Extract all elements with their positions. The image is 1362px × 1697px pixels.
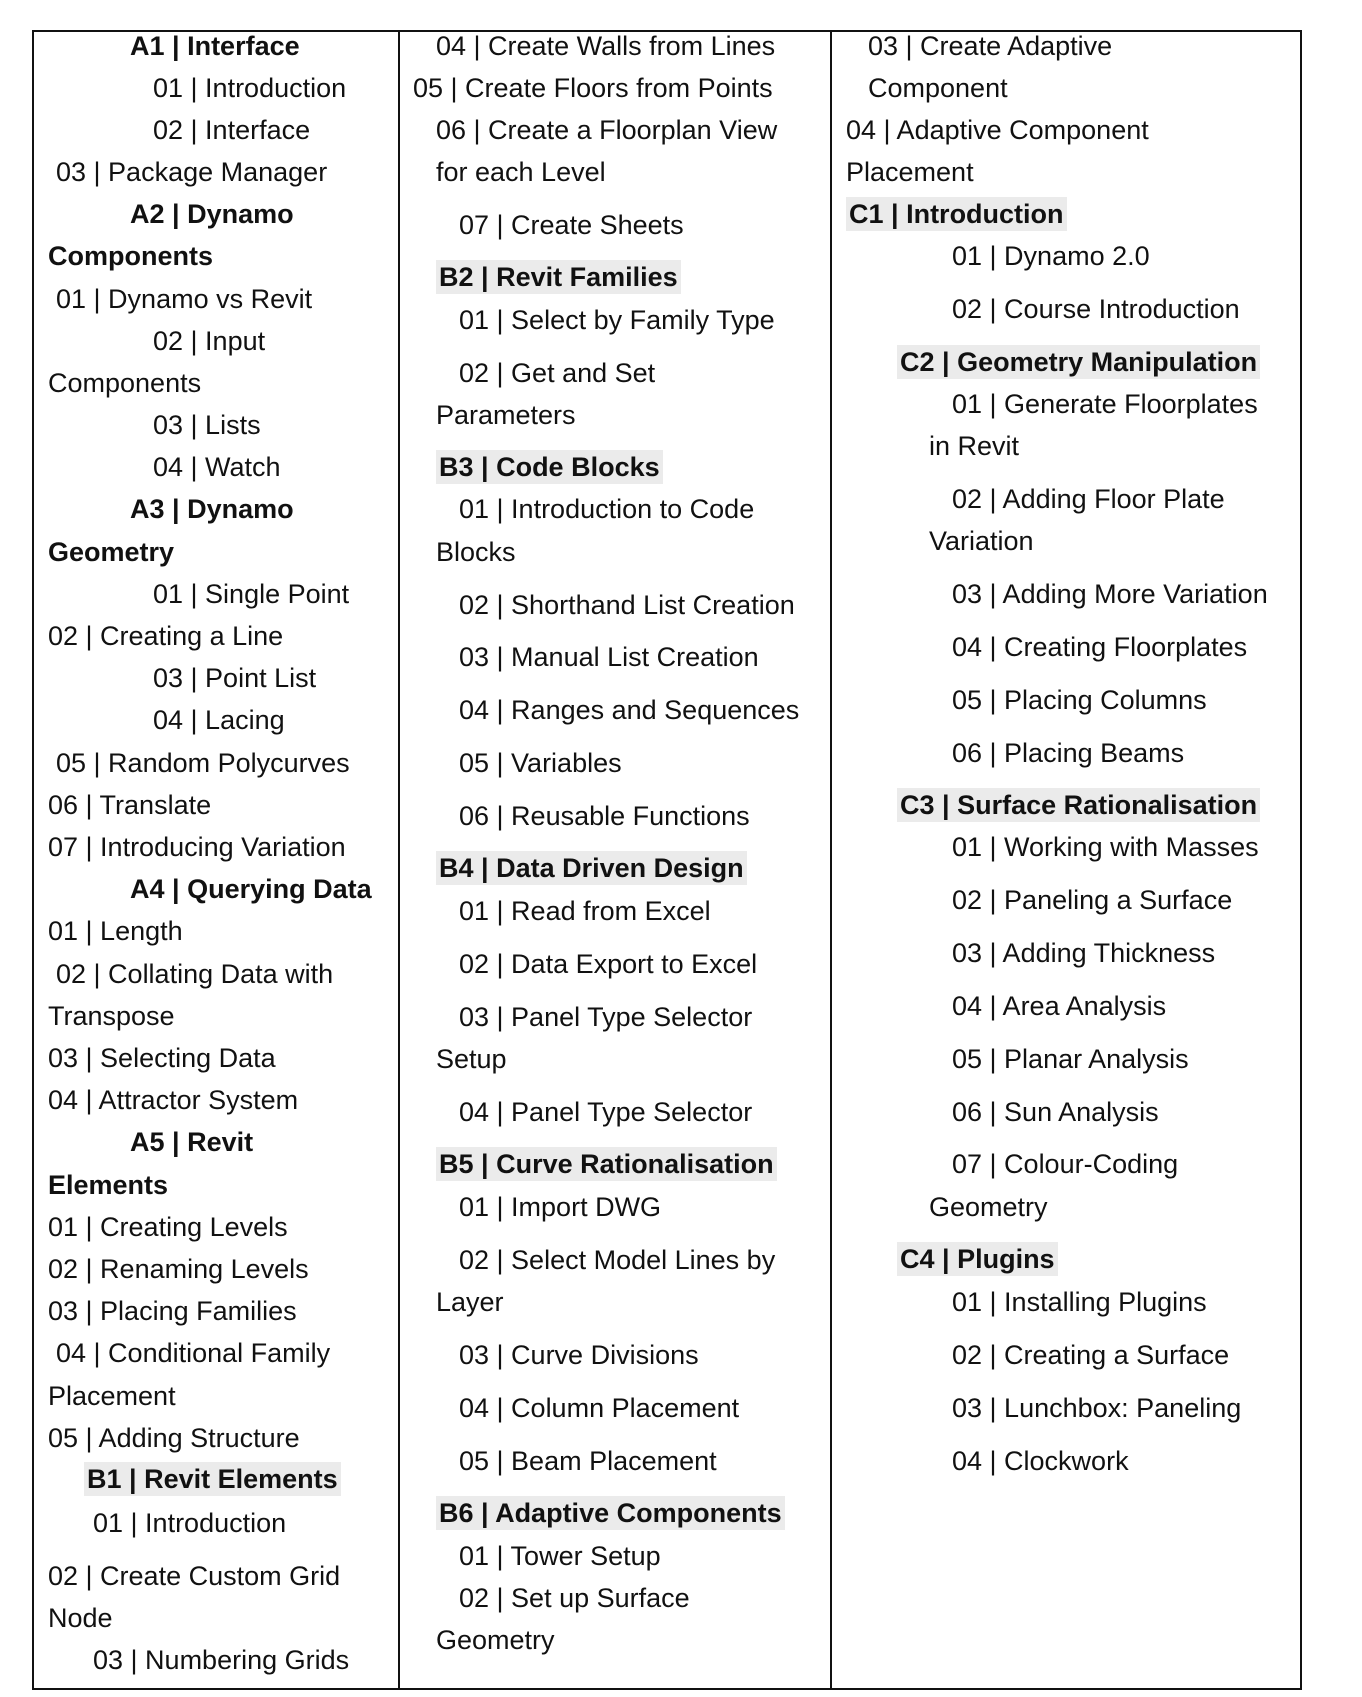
section-heading [897,346,1260,378]
item-text: 03 | Numbering Grids [93,1645,350,1675]
column-divider [830,32,832,1688]
item-text: 01 | Creating Levels [48,1212,288,1242]
lesson-item [436,1286,504,1318]
lesson-item [846,156,974,188]
lesson-item [48,1084,298,1116]
item-text: 02 | Adding Floor Plate [952,484,1225,514]
item-text: 01 | Tower Setup [459,1541,661,1571]
item-text: 03 | Manual List Creation [459,642,759,672]
lesson-item [952,1286,1207,1318]
lesson-item [952,1445,1129,1477]
item-text: 06 | Translate [48,790,212,820]
item-text: Node [48,1603,113,1633]
lesson-item [952,388,1258,420]
lesson-item [436,1043,507,1075]
lesson-item [952,1148,1178,1180]
item-text: 03 | Point List [153,663,317,693]
lesson-item [459,1392,739,1424]
item-text: C3 | Surface Rationalisation [897,788,1260,822]
item-text: 02 | Create Custom Grid [48,1561,341,1591]
item-text: 03 | Adding Thickness [952,938,1216,968]
lesson-item [929,1191,1048,1223]
item-text: C1 | Introduction [846,197,1067,231]
item-text: 03 | Create Adaptive [868,31,1113,61]
item-text: 07 | Create Sheets [459,210,684,240]
lesson-item [48,1422,300,1454]
lesson-item [436,156,606,188]
lesson-item [48,1253,309,1285]
lesson-item [436,114,777,146]
item-text: 06 | Sun Analysis [952,1097,1159,1127]
item-text: for each Level [436,157,606,187]
lesson-item [48,1602,113,1634]
item-text: Elements [48,1170,169,1200]
lesson-item [48,1000,175,1032]
item-text: 04 | Area Analysis [952,991,1167,1021]
lesson-item [952,1392,1241,1424]
item-text: 04 | Lacing [153,705,285,735]
item-text: 01 | Working with Masses [952,832,1259,862]
item-text: 03 | Panel Type Selector [459,1002,753,1032]
lesson-item [48,1211,288,1243]
item-text: 04 | Conditional Family [56,1338,331,1368]
column-divider [398,32,400,1688]
item-text: 04 | Ranges and Sequences [459,695,800,725]
lesson-item [459,357,655,389]
item-text: 04 | Panel Type Selector [459,1097,753,1127]
lesson-item [846,114,1149,146]
lesson-item [952,483,1225,515]
item-text: 02 | Select Model Lines by [459,1245,776,1275]
lesson-item [459,694,799,726]
item-text: 07 | Colour-Coding [952,1149,1179,1179]
item-text: Transpose [48,1001,175,1031]
item-text: 05 | Create Floors from Points [413,73,773,103]
item-text: Blocks [436,537,516,567]
item-text: Geometry [436,1625,555,1655]
item-text: 05 | Random Polycurves [56,748,350,778]
lesson-item [459,895,711,927]
lesson-item [48,1560,340,1592]
lesson-item [459,747,622,779]
lesson-item [952,631,1247,663]
item-text: 01 | Introduction to Code [459,494,755,524]
item-text: A1 | Interface [130,31,300,61]
item-text: Placement [48,1381,176,1411]
lesson-item [459,1339,699,1371]
lesson-item [952,684,1207,716]
lesson-item [153,114,310,146]
item-text: 04 | Create Walls from Lines [436,31,776,61]
section-heading [48,1169,168,1201]
item-text: 01 | Select by Family Type [459,305,775,335]
item-text: 02 | Input [153,326,266,356]
item-text: 04 | Attractor System [48,1085,299,1115]
section-heading [436,1148,777,1180]
item-text: 02 | Collating Data with [56,959,334,989]
item-text: Layer [436,1287,504,1317]
item-text: 03 | Curve Divisions [459,1340,699,1370]
lesson-item [436,399,576,431]
lesson-item [436,30,775,62]
item-text: 05 | Beam Placement [459,1446,717,1476]
item-text: A3 | Dynamo [130,494,294,524]
lesson-item [459,493,754,525]
lesson-item [48,367,201,399]
item-text: 03 | Lunchbox: Paneling [952,1393,1242,1423]
item-text: Component [868,73,1008,103]
lesson-item [153,409,261,441]
item-text: 06 | Placing Beams [952,738,1185,768]
item-text: 02 | Interface [153,115,311,145]
lesson-item [929,430,1019,462]
lesson-item [952,831,1259,863]
lesson-item [48,1380,176,1412]
item-text: Geometry [48,537,175,567]
lesson-item [436,536,516,568]
item-text: 03 | Adding More Variation [952,579,1268,609]
item-text: A4 | Querying Data [130,874,372,904]
item-text: 05 | Variables [459,748,622,778]
lesson-item [93,1644,349,1676]
item-text: 03 | Package Manager [56,157,328,187]
item-text: Parameters [436,400,576,430]
section-heading [846,198,1067,230]
lesson-item [952,737,1184,769]
section-heading [130,30,300,62]
lesson-item [952,1339,1229,1371]
lesson-item [459,1540,661,1572]
item-text: 01 | Single Point [153,579,350,609]
lesson-item [952,884,1232,916]
lesson-item [56,156,327,188]
item-text: 01 | Generate Floorplates [952,389,1258,419]
lesson-item [48,789,211,821]
section-heading [84,1463,341,1495]
item-text: 01 | Installing Plugins [952,1287,1207,1317]
section-heading [130,198,294,230]
lesson-item [153,451,281,483]
lesson-item [153,704,285,736]
section-heading [436,1497,785,1529]
section-heading [897,1243,1058,1275]
item-text: 06 | Reusable Functions [459,801,750,831]
lesson-item [56,1337,330,1369]
item-text: 06 | Create a Floorplan View [436,115,778,145]
item-text: Components [48,241,213,271]
item-text: 04 | Clockwork [952,1446,1129,1476]
item-text: in Revit [929,431,1020,461]
lesson-item [459,1244,775,1276]
item-text: B2 | Revit Families [436,260,681,294]
item-text: 02 | Data Export to Excel [459,949,758,979]
lesson-item [459,800,750,832]
lesson-item [153,662,316,694]
item-text: Components [48,368,202,398]
item-text: 03 | Selecting Data [48,1043,276,1073]
section-heading [897,789,1260,821]
item-text: 04 | Creating Floorplates [952,632,1248,662]
section-heading [48,536,174,568]
item-text: 02 | Paneling a Surface [952,885,1233,915]
lesson-item [952,578,1268,610]
item-text: 05 | Adding Structure [48,1423,300,1453]
lesson-item [153,72,346,104]
item-text: Geometry [929,1192,1048,1222]
item-text: 01 | Length [48,916,183,946]
item-text: 02 | Get and Set [459,358,656,388]
lesson-item [952,937,1215,969]
lesson-item [459,1001,752,1033]
item-text: 05 | Planar Analysis [952,1044,1189,1074]
lesson-item [459,1096,752,1128]
lesson-item [929,525,1034,557]
item-text: 01 | Dynamo vs Revit [56,284,313,314]
section-heading [130,873,372,905]
lesson-item [48,831,346,863]
item-text: 02 | Shorthand List Creation [459,590,795,620]
lesson-item [48,620,283,652]
lesson-item [459,304,775,336]
item-text: 04 | Adaptive Component [846,115,1149,145]
item-text: 04 | Column Placement [459,1393,740,1423]
section-heading [130,493,294,525]
lesson-item [93,1507,286,1539]
item-text: 02 | Creating a Line [48,621,284,651]
item-text: 05 | Placing Columns [952,685,1207,715]
lesson-item [413,72,773,104]
item-text: B5 | Curve Rationalisation [436,1147,777,1181]
lesson-item [436,1624,555,1656]
item-text: 01 | Import DWG [459,1192,662,1222]
section-heading [436,451,663,483]
lesson-item [48,915,183,947]
section-heading [48,240,213,272]
item-text: 02 | Creating a Surface [952,1340,1230,1370]
item-text: B4 | Data Driven Design [436,851,747,885]
lesson-item [459,589,795,621]
item-text: Variation [929,526,1034,556]
item-text: 03 | Placing Families [48,1296,297,1326]
lesson-item [952,990,1166,1022]
item-text: B1 | Revit Elements [84,1462,341,1496]
item-text: A2 | Dynamo [130,199,294,229]
item-text: B6 | Adaptive Components [436,1496,785,1530]
lesson-item [459,641,759,673]
lesson-item [56,958,333,990]
lesson-item [153,325,265,357]
item-text: 02 | Set up Surface [459,1583,690,1613]
item-text: C4 | Plugins [897,1242,1058,1276]
item-text: B3 | Code Blocks [436,450,663,484]
lesson-item [952,293,1240,325]
lesson-item [868,72,1008,104]
item-text: 07 | Introducing Variation [48,832,346,862]
item-text: 02 | Course Introduction [952,294,1240,324]
item-text: 01 | Read from Excel [459,896,711,926]
lesson-item [56,747,350,779]
lesson-item [459,948,757,980]
lesson-item [459,209,684,241]
item-text: Setup [436,1044,507,1074]
item-text: 01 | Introduction [153,73,347,103]
lesson-item [952,240,1150,272]
lesson-item [153,578,349,610]
item-text: Placement [846,157,974,187]
section-heading [130,1126,253,1158]
lesson-item [48,1295,297,1327]
item-text: 03 | Lists [153,410,261,440]
lesson-item [952,1043,1189,1075]
lesson-item [48,1042,276,1074]
section-heading [436,261,681,293]
item-text: A5 | Revit [130,1127,254,1157]
lesson-item [459,1445,717,1477]
lesson-item [56,283,312,315]
section-heading [436,852,747,884]
item-text: 01 | Introduction [93,1508,287,1538]
lesson-item [868,30,1112,62]
lesson-item [459,1191,661,1223]
item-text: 01 | Dynamo 2.0 [952,241,1150,271]
lesson-item [952,1096,1159,1128]
item-text: 04 | Watch [153,452,281,482]
item-text: C2 | Geometry Manipulation [897,345,1260,379]
item-text: 02 | Renaming Levels [48,1254,309,1284]
lesson-item [459,1582,690,1614]
